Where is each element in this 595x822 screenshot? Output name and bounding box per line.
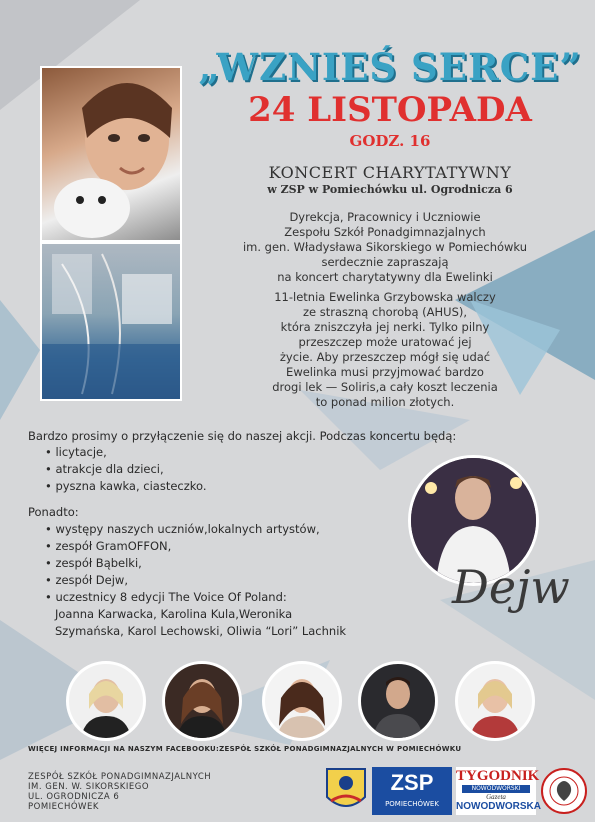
- address-line: IM. GEN. W. SIKORSKIEGO: [28, 782, 150, 792]
- hospital-photo: [40, 242, 182, 401]
- girl-photo-art: [42, 68, 180, 240]
- charity-stamp-logo: [540, 767, 588, 815]
- zsp-logo-text: ZSP: [390, 770, 434, 795]
- story-line: drogi lek — Soliris,a cały koszt leczenia: [272, 380, 498, 394]
- story-line: życie. Aby przeszczep mógł się udać: [279, 350, 491, 364]
- girl-with-dog-photo: [40, 66, 182, 242]
- hospital-photo-art: [42, 244, 180, 399]
- story-line: ze straszną chorobą (AHUS),: [302, 305, 468, 319]
- story-paragraph: [205, 290, 565, 410]
- story-line: przeszczep może uratować jej: [298, 335, 472, 349]
- event-title: „WZNIEŚ SERCE”: [198, 45, 582, 89]
- besides-list: [45, 521, 346, 640]
- school-address: [28, 772, 211, 812]
- artist-art-1: [69, 664, 143, 738]
- event-hour: GODZ. 16: [349, 132, 431, 150]
- list-item: • pyszna kawka, ciasteczko.: [45, 479, 207, 493]
- tygodnik-logo-text: TYGODNIK: [456, 768, 540, 784]
- pomiechowek-crest-logo: [325, 767, 367, 815]
- tygodnik-logo: [456, 767, 541, 815]
- list-item: • występy naszych uczniów,lokalnych artystów,: [45, 522, 320, 536]
- artist-art-2: [165, 664, 239, 738]
- invitation-line: im. gen. Władysława Sikorskiego w Pomiechówku: [242, 240, 528, 254]
- story-line: która zniszczyła jej nerki. Tylko pilny: [280, 320, 490, 334]
- zsp-logo-subtitle: POMIECHÓWEK: [385, 800, 439, 808]
- list-item: • licytacje,: [45, 445, 107, 459]
- list-item: Joanna Karwacka, Karolina Kula,Weronika: [55, 607, 293, 621]
- invitation-line: serdecznie zapraszają: [321, 255, 449, 269]
- gazeta-logo-text: Gazeta: [486, 793, 506, 801]
- artist-photo-2: [162, 661, 242, 741]
- invitation-line: Zespołu Szkół Ponadgimnazjalnych: [284, 225, 486, 239]
- stamp-icon: [540, 767, 588, 815]
- invitation-line: na koncert charytatywny dla Ewelinki: [277, 270, 493, 284]
- list-item: • zespół Bąbelki,: [45, 556, 142, 570]
- event-date: 24 LISTOPADA: [248, 90, 532, 130]
- artist-photo-5: [455, 661, 535, 741]
- list-item: • zespół Dejw,: [45, 573, 128, 587]
- crest-icon: [325, 767, 367, 815]
- artist-photo-3: [262, 661, 342, 741]
- story-line: 11-letnia Ewelinka Grzybowska walczy: [274, 290, 496, 304]
- address-line: POMIECHÓWEK: [28, 802, 99, 812]
- artist-art-3: [265, 664, 339, 738]
- event-venue: w ZSP w Pomiechówku ul. Ogrodnicza 6: [267, 183, 513, 196]
- story-line: to ponad milion złotych.: [315, 395, 455, 409]
- list-item: • atrakcje dla dzieci,: [45, 462, 164, 476]
- nowodworska-logo-text: NOWODWORSKA: [456, 801, 541, 812]
- list-item: • zespół GramOFFON,: [45, 539, 172, 553]
- attractions-intro: Bardzo prosimy o przyłączenie się do naszej akcji. Podczas koncertu będą:: [28, 429, 457, 443]
- address-line: UL. OGRODNICZA 6: [28, 792, 120, 802]
- concert-type: KONCERT CHARYTATYWNY: [268, 163, 512, 182]
- dejw-signature: Dejw: [452, 560, 570, 614]
- invitation-line: Dyrekcja, Pracownicy i Uczniowie: [289, 210, 481, 224]
- invitation-paragraph: [205, 210, 565, 285]
- artist-photo-1: [66, 661, 146, 741]
- artist-art-5: [458, 664, 532, 738]
- list-item: Szymańska, Karol Lechowski, Oliwia “Lori” Lachnik: [55, 624, 347, 638]
- zsp-logo: [372, 767, 452, 815]
- list-item: • uczestnicy 8 edycji The Voice Of Poland:: [45, 590, 287, 604]
- artist-art-4: [361, 664, 435, 738]
- tygodnik-logo-subtitle: NOWODWORSKI: [462, 785, 530, 793]
- attractions-list: [45, 444, 207, 495]
- address-line: ZESPÓŁ SZKÓŁ PONADGIMNAZJALNYCH: [28, 772, 212, 782]
- artist-photo-4: [358, 661, 438, 741]
- facebook-info: WIĘCEJ INFORMACJI NA NASZYM FACEBOOKU:ZESPÓŁ SZKÓŁ PONADGIMNAZJALNYCH W POMIECHÓWKU: [28, 745, 462, 753]
- besides-label: Ponadto:: [28, 505, 79, 519]
- story-line: Ewelinka musi przyjmować bardzo: [286, 365, 484, 379]
